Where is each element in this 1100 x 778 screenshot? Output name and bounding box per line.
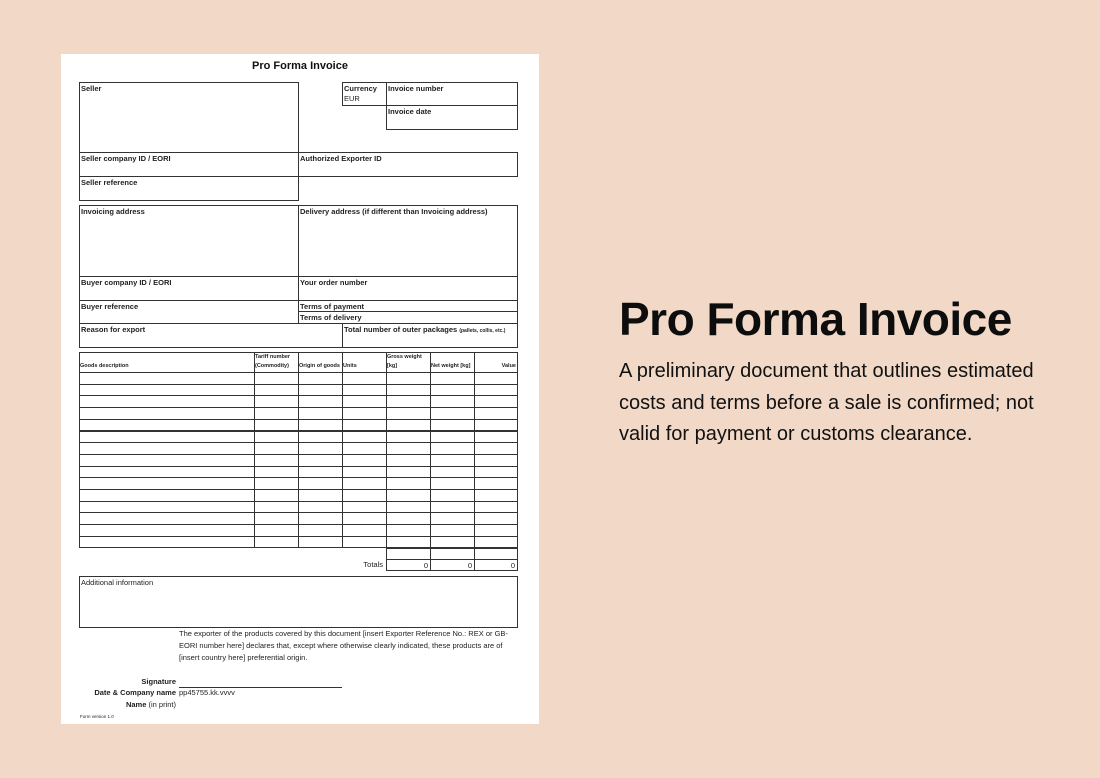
terms-of-payment-label: Terms of payment (300, 302, 365, 311)
total-packages-label: Total number of outer packages (344, 325, 458, 334)
name-label: Name (125, 700, 147, 709)
buyer-company-id-label: Buyer company ID / EORI (81, 278, 172, 287)
order-number-label: Your order number (300, 278, 368, 287)
reason-for-export-label: Reason for export (81, 325, 146, 334)
authorized-exporter-label: Authorized Exporter ID (300, 154, 382, 163)
invoicing-address-label: Invoicing address (81, 207, 145, 216)
signature-label: Signature (141, 677, 176, 686)
table-header-label: Gross weight [kg] (387, 354, 422, 369)
currency-label: Currency (344, 84, 377, 93)
currency-field[interactable] (342, 82, 387, 106)
seller-reference-label: Seller reference (81, 178, 138, 187)
seller-reference-field[interactable] (79, 176, 299, 201)
invoice-number-field[interactable] (386, 82, 518, 106)
additional-information-label: Additional information (81, 578, 154, 587)
totals-label: Totals (363, 559, 383, 569)
invoice-date-label: Invoice date (388, 107, 432, 116)
table-header-label: Origin of goods (299, 363, 340, 369)
table-cell[interactable] (254, 536, 299, 549)
side-description: A preliminary document that outlines estimated costs and terms before a sale is confirmed; not valid for payment or customs clearance. (619, 360, 1034, 445)
total-value: 0 (430, 559, 475, 571)
form-version: Form version 1.0 (80, 714, 114, 719)
buyer-company-id-field[interactable] (79, 276, 299, 301)
reason-for-export-field[interactable] (79, 323, 343, 348)
total-value: 0 (474, 559, 518, 571)
buyer-reference-field[interactable] (79, 300, 299, 324)
buyer-reference-label: Buyer reference (81, 302, 139, 311)
delivery-address-label: Delivery address (if different than Invoicing address) (300, 207, 488, 216)
table-header-label: Value (501, 363, 516, 369)
table-cell[interactable] (298, 536, 343, 549)
document-title: Pro Forma Invoice (252, 60, 348, 72)
additional-information-field[interactable] (79, 576, 518, 628)
seller-company-id-field[interactable] (79, 152, 299, 177)
authorized-exporter-field[interactable] (298, 152, 518, 177)
date-company-label: Date & Company name (94, 688, 176, 697)
date-company-value[interactable]: pp45755.kk.vvvv (179, 688, 235, 697)
side-title: Pro Forma Invoice (619, 293, 1012, 345)
table-cell[interactable] (342, 536, 387, 549)
name-note: (in print) (148, 700, 176, 709)
order-number-field[interactable] (298, 276, 518, 301)
seller-label: Seller (81, 84, 102, 93)
table-cell[interactable] (79, 536, 255, 549)
invoice-number-label: Invoice number (388, 84, 444, 93)
currency-value: EUR (344, 94, 360, 103)
seller-company-id-label: Seller company ID / EORI (81, 154, 171, 163)
table-header-label: Units (343, 363, 357, 369)
table-header-label: Tariff number (Commodity) (255, 354, 291, 369)
invoice-document (61, 54, 539, 724)
seller-field[interactable] (79, 82, 299, 153)
invoicing-address-field[interactable] (79, 205, 299, 277)
total-packages-field[interactable] (342, 323, 518, 348)
total-value: 0 (386, 559, 431, 571)
invoice-date-field[interactable] (386, 105, 518, 130)
table-header-label: Net weight [kg] (431, 363, 471, 369)
total-packages-note: (pallets, collis, etc.) (459, 328, 506, 334)
origin-declaration: The exporter of the products covered by this document [insert Exporter Reference No.: REX or GB-EORI number here] declares that, except where otherwise clearly indicated, these products are of [insert country here] preferential origin. (179, 629, 508, 662)
delivery-address-field[interactable] (298, 205, 518, 277)
terms-of-delivery-label: Terms of delivery (300, 313, 362, 322)
table-header-label: Goods description (80, 363, 129, 369)
